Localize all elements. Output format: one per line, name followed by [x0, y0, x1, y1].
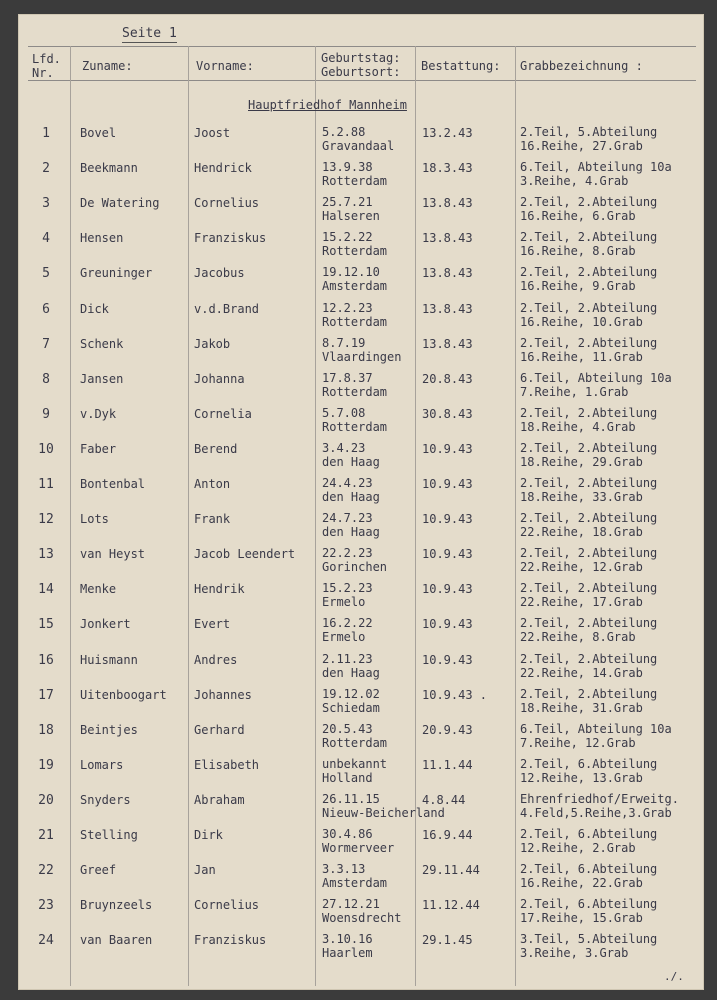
row-number: 24: [38, 933, 54, 949]
surname-cell: Faber: [80, 441, 117, 456]
record-row: [18, 754, 704, 789]
birth-date-cell: 3.4.23: [322, 440, 366, 455]
birth-place-cell: Rotterdam: [322, 174, 388, 189]
birth-place-cell: Vlaardingen: [322, 349, 402, 364]
row-number: 11: [38, 477, 54, 492]
grave-section-cell: 2.Teil, 2.Abteilung: [520, 546, 658, 561]
surname-cell: Beintjes: [80, 722, 138, 737]
first-name-cell: Andres: [194, 652, 238, 667]
grave-section-cell: 2.Teil, 2.Abteilung: [520, 300, 658, 315]
surname-cell: Bontenbal: [80, 477, 146, 491]
first-name-cell: Franziskus: [194, 231, 267, 246]
grave-row-cell: 4.Feld,5.Reihe,3.Grab: [520, 805, 672, 820]
row-number: 7: [42, 336, 50, 352]
burial-date-cell: 10.9.43: [422, 547, 473, 562]
birth-date-cell: 5.7.08: [322, 405, 366, 420]
record-row: [18, 613, 704, 648]
grave-row-cell: 16.Reihe, 6.Grab: [520, 209, 636, 224]
first-name-cell: v.d.Brand: [194, 301, 260, 316]
burial-date-cell: 10.9.43: [422, 441, 473, 456]
grave-section-cell: 2.Teil, 6.Abteilung: [520, 862, 658, 877]
first-name-cell: Evert: [194, 617, 231, 632]
grave-section-cell: 6.Teil, Abteilung 10a: [520, 160, 672, 175]
grave-section-cell: 2.Teil, 2.Abteilung: [520, 581, 658, 596]
record-row: [18, 122, 704, 157]
first-name-cell: Johannes: [194, 687, 252, 702]
header-burial: Bestattung:: [421, 59, 501, 73]
grave-section-cell: 2.Teil, 2.Abteilung: [520, 476, 658, 490]
birth-date-cell: unbekannt: [322, 756, 388, 771]
first-name-cell: Jacob Leendert: [194, 547, 296, 562]
burial-date-cell: 13.8.43: [422, 336, 473, 351]
grave-row-cell: 18.Reihe, 33.Grab: [520, 490, 643, 504]
grave-row-cell: 18.Reihe, 29.Grab: [520, 454, 643, 469]
birth-date-cell: 22.2.23: [322, 546, 373, 561]
row-number: 6: [42, 301, 50, 317]
record-row: [18, 649, 704, 684]
record-row: [18, 508, 704, 543]
birth-place-cell: Ermelo: [322, 595, 366, 610]
record-row: [18, 227, 704, 262]
record-row: [18, 824, 704, 859]
row-number: 2: [42, 161, 50, 177]
birth-date-cell: 17.8.37: [322, 370, 373, 385]
grave-section-cell: Ehrenfriedhof/Erweitg.: [520, 791, 679, 806]
grave-row-cell: 16.Reihe, 22.Grab: [520, 876, 643, 891]
surname-cell: Jonkert: [80, 617, 131, 632]
grave-row-cell: 16.Reihe, 10.Grab: [520, 314, 643, 329]
birth-place-cell: den Haag: [322, 454, 380, 469]
record-row: [18, 333, 704, 368]
header-bottom-rule: [28, 80, 696, 81]
surname-cell: Lomars: [80, 757, 124, 772]
burial-date-cell: 18.3.43: [422, 161, 473, 176]
surname-cell: van Heyst: [80, 547, 146, 562]
birth-place-cell: Wormerveer: [322, 841, 395, 855]
document-page: [18, 14, 704, 990]
first-name-cell: Abraham: [194, 792, 245, 807]
record-row: [18, 368, 704, 403]
birth-place-cell: Amsterdam: [322, 279, 388, 294]
birth-place-cell: Gorinchen: [322, 560, 388, 575]
first-name-cell: Jakob: [194, 336, 231, 351]
burial-date-cell: 10.9.43: [422, 582, 473, 597]
record-row: [18, 473, 704, 508]
grave-row-cell: 12.Reihe, 2.Grab: [520, 841, 636, 855]
row-number: 20: [38, 792, 54, 808]
first-name-cell: Joost: [194, 126, 231, 140]
birth-place-cell: Amsterdam: [322, 876, 388, 891]
birth-place-cell: Rotterdam: [322, 244, 388, 259]
grave-section-cell: 2.Teil, 2.Abteilung: [520, 651, 658, 666]
grave-section-cell: 2.Teil, 6.Abteilung: [520, 827, 658, 841]
first-name-cell: Dirk: [194, 828, 223, 842]
grave-section-cell: 2.Teil, 2.Abteilung: [520, 265, 658, 280]
grave-section-cell: 2.Teil, 2.Abteilung: [520, 511, 658, 526]
row-number: 10: [38, 441, 54, 457]
burial-date-cell: 10.9.43: [422, 652, 473, 667]
record-row: [18, 403, 704, 438]
birth-place-cell: Gravandaal: [322, 139, 395, 153]
birth-date-cell: 12.2.23: [322, 300, 373, 315]
grave-section-cell: 2.Teil, 2.Abteilung: [520, 616, 658, 631]
record-row: [18, 789, 704, 824]
grave-section-cell: 2.Teil, 2.Abteilung: [520, 405, 658, 420]
burial-date-cell: 29.11.44: [422, 863, 480, 878]
burial-date-cell: 11.1.44: [422, 757, 473, 772]
first-name-cell: Elisabeth: [194, 757, 260, 772]
first-name-cell: Hendrick: [194, 161, 252, 176]
surname-cell: van Baaren: [80, 933, 153, 948]
surname-cell: v.Dyk: [80, 406, 117, 421]
grave-row-cell: 22.Reihe, 12.Grab: [520, 560, 643, 575]
record-row: [18, 684, 704, 719]
row-number: 18: [38, 722, 54, 738]
surname-cell: Beekmann: [80, 161, 138, 176]
grave-section-cell: 2.Teil, 2.Abteilung: [520, 335, 658, 350]
birth-date-cell: 24.7.23: [322, 511, 373, 526]
burial-date-cell: 13.8.43: [422, 301, 473, 316]
birth-place-cell: Ermelo: [322, 630, 366, 645]
birth-date-cell: 15.2.23: [322, 581, 373, 596]
grave-row-cell: 16.Reihe, 9.Grab: [520, 279, 636, 294]
birth-place-cell: Woensdrecht: [322, 911, 402, 926]
burial-date-cell: 16.9.44: [422, 828, 473, 842]
birth-date-cell: 8.7.19: [322, 335, 366, 350]
birth-date-cell: 30.4.86: [322, 827, 373, 841]
birth-date-cell: 3.3.13: [322, 862, 366, 877]
first-name-cell: Johanna: [194, 371, 245, 386]
first-name-cell: Hendrik: [194, 582, 245, 597]
grave-row-cell: 3.Reihe, 3.Grab: [520, 946, 629, 961]
record-row: [18, 438, 704, 473]
header-top-rule: [28, 46, 696, 47]
surname-cell: Stelling: [80, 828, 138, 842]
row-number: 13: [38, 547, 54, 563]
first-name-cell: Gerhard: [194, 722, 245, 737]
first-name-cell: Frank: [194, 512, 231, 527]
grave-row-cell: 7.Reihe, 1.Grab: [520, 384, 629, 399]
birth-place-cell: Schiedam: [322, 700, 380, 715]
surname-cell: Menke: [80, 582, 117, 597]
grave-row-cell: 12.Reihe, 13.Grab: [520, 770, 643, 785]
birth-date-cell: 27.12.21: [322, 897, 380, 912]
grave-row-cell: 16.Reihe, 8.Grab: [520, 244, 636, 259]
record-row: [18, 543, 704, 578]
surname-cell: Hensen: [80, 231, 124, 246]
grave-row-cell: 22.Reihe, 14.Grab: [520, 665, 643, 680]
grave-section-cell: 3.Teil, 5.Abteilung: [520, 932, 658, 947]
birth-place-cell: Holland: [322, 770, 373, 785]
row-number: 5: [42, 266, 50, 282]
record-row: [18, 578, 704, 613]
burial-date-cell: 10.9.43: [422, 512, 473, 527]
row-number: 22: [38, 863, 54, 879]
grave-row-cell: 18.Reihe, 31.Grab: [520, 700, 643, 715]
first-name-cell: Cornelius: [194, 196, 260, 211]
header-nr: Lfd. Nr.: [32, 52, 61, 80]
surname-cell: De Watering: [80, 196, 160, 211]
birth-date-cell: 3.10.16: [322, 932, 373, 947]
birth-place-cell: Rotterdam: [322, 314, 388, 329]
header-birth: Geburtstag: Geburtsort:: [321, 51, 401, 79]
burial-date-cell: 10.9.43 .: [422, 687, 488, 702]
record-row: [18, 157, 704, 192]
birth-date-cell: 16.2.22: [322, 616, 373, 631]
birth-place-cell: Rotterdam: [322, 419, 388, 434]
cemetery-heading: Hauptfriedhof Mannheim: [248, 98, 407, 112]
burial-date-cell: 13.8.43: [422, 231, 473, 246]
burial-date-cell: 20.9.43: [422, 722, 473, 737]
header-first-name: Vorname:: [196, 59, 254, 73]
record-row: [18, 298, 704, 333]
first-name-cell: Jan: [194, 863, 216, 878]
grave-row-cell: 22.Reihe, 17.Grab: [520, 595, 643, 610]
row-number: 8: [42, 371, 50, 387]
birth-date-cell: 19.12.10: [322, 265, 380, 280]
record-row: [18, 262, 704, 297]
surname-cell: Greuninger: [80, 266, 153, 281]
grave-row-cell: 18.Reihe, 4.Grab: [520, 419, 636, 434]
row-number: 16: [38, 652, 54, 668]
surname-cell: Uitenboogart: [80, 687, 167, 702]
row-number: 9: [42, 406, 50, 422]
row-number: 15: [38, 617, 54, 633]
surname-cell: Dick: [80, 301, 109, 316]
row-number: 14: [38, 582, 54, 598]
birth-date-cell: 25.7.21: [322, 195, 373, 210]
row-number: 3: [42, 196, 50, 212]
grave-row-cell: 17.Reihe, 15.Grab: [520, 911, 643, 926]
header-grave: Grabbezeichnung :: [520, 59, 643, 73]
first-name-cell: Jacobus: [194, 266, 245, 281]
surname-cell: Schenk: [80, 336, 124, 351]
burial-date-cell: 11.12.44: [422, 898, 480, 913]
birth-date-cell: 19.12.02: [322, 686, 380, 701]
surname-cell: Bovel: [80, 126, 117, 140]
first-name-cell: Franziskus: [194, 933, 267, 948]
burial-date-cell: 10.9.43: [422, 477, 473, 491]
record-row: [18, 192, 704, 227]
burial-date-cell: 4.8.44: [422, 792, 466, 807]
birth-place-cell: Halseren: [322, 209, 380, 224]
burial-date-cell: 10.9.43: [422, 617, 473, 632]
birth-place-cell: Rotterdam: [322, 384, 388, 399]
grave-section-cell: 2.Teil, 2.Abteilung: [520, 440, 658, 455]
record-row: [18, 859, 704, 894]
row-number: 17: [38, 687, 54, 703]
grave-row-cell: 3.Reihe, 4.Grab: [520, 174, 629, 189]
surname-cell: Lots: [80, 512, 109, 527]
surname-cell: Greef: [80, 863, 117, 878]
first-name-cell: Berend: [194, 441, 238, 456]
birth-date-cell: 5.2.88: [322, 125, 366, 139]
burial-date-cell: 20.8.43: [422, 371, 473, 386]
birth-date-cell: 13.9.38: [322, 160, 373, 175]
grave-section-cell: 6.Teil, Abteilung 10a: [520, 721, 672, 736]
first-name-cell: Cornelius: [194, 898, 260, 913]
continuation-mark: ./.: [664, 970, 684, 983]
row-number: 1: [42, 126, 50, 141]
grave-section-cell: 6.Teil, Abteilung 10a: [520, 370, 672, 385]
birth-place-cell: Haarlem: [322, 946, 373, 961]
burial-date-cell: 13.2.43: [422, 126, 473, 140]
grave-row-cell: 22.Reihe, 18.Grab: [520, 525, 643, 540]
grave-section-cell: 2.Teil, 6.Abteilung: [520, 897, 658, 912]
grave-section-cell: 2.Teil, 6.Abteilung: [520, 756, 658, 771]
row-number: 21: [38, 828, 54, 843]
surname-cell: Jansen: [80, 371, 124, 386]
grave-section-cell: 2.Teil, 5.Abteilung: [520, 125, 658, 139]
grave-section-cell: 2.Teil, 2.Abteilung: [520, 195, 658, 210]
grave-row-cell: 22.Reihe, 8.Grab: [520, 630, 636, 645]
birth-date-cell: 26.11.15: [322, 791, 380, 806]
grave-row-cell: 16.Reihe, 11.Grab: [520, 349, 643, 364]
record-row: [18, 719, 704, 754]
first-name-cell: Anton: [194, 477, 231, 491]
burial-date-cell: 29.1.45: [422, 933, 473, 948]
grave-row-cell: 16.Reihe, 27.Grab: [520, 139, 643, 153]
birth-place-cell: Nieuw-Beicherland: [322, 805, 445, 820]
grave-section-cell: 2.Teil, 2.Abteilung: [520, 686, 658, 701]
row-number: 12: [38, 512, 54, 528]
grave-row-cell: 7.Reihe, 12.Grab: [520, 735, 636, 750]
record-row: [18, 929, 704, 964]
birth-date-cell: 24.4.23: [322, 476, 373, 490]
birth-place-cell: Rotterdam: [322, 735, 388, 750]
birth-place-cell: den Haag: [322, 490, 380, 504]
surname-cell: Bruynzeels: [80, 898, 153, 913]
birth-place-cell: den Haag: [322, 525, 380, 540]
header-surname: Zuname:: [82, 59, 133, 73]
record-row: [18, 894, 704, 929]
surname-cell: Huismann: [80, 652, 138, 667]
page-label: Seite 1: [122, 26, 177, 41]
row-number: 19: [38, 757, 54, 773]
burial-date-cell: 13.8.43: [422, 266, 473, 281]
birth-place-cell: den Haag: [322, 665, 380, 680]
first-name-cell: Cornelia: [194, 406, 252, 421]
birth-date-cell: 15.2.22: [322, 230, 373, 245]
birth-date-cell: 20.5.43: [322, 721, 373, 736]
surname-cell: Snyders: [80, 792, 131, 807]
row-number: 4: [42, 231, 50, 247]
burial-date-cell: 13.8.43: [422, 196, 473, 211]
birth-date-cell: 2.11.23: [322, 651, 373, 666]
grave-section-cell: 2.Teil, 2.Abteilung: [520, 230, 658, 245]
burial-date-cell: 30.8.43: [422, 406, 473, 421]
row-number: 23: [38, 898, 54, 914]
